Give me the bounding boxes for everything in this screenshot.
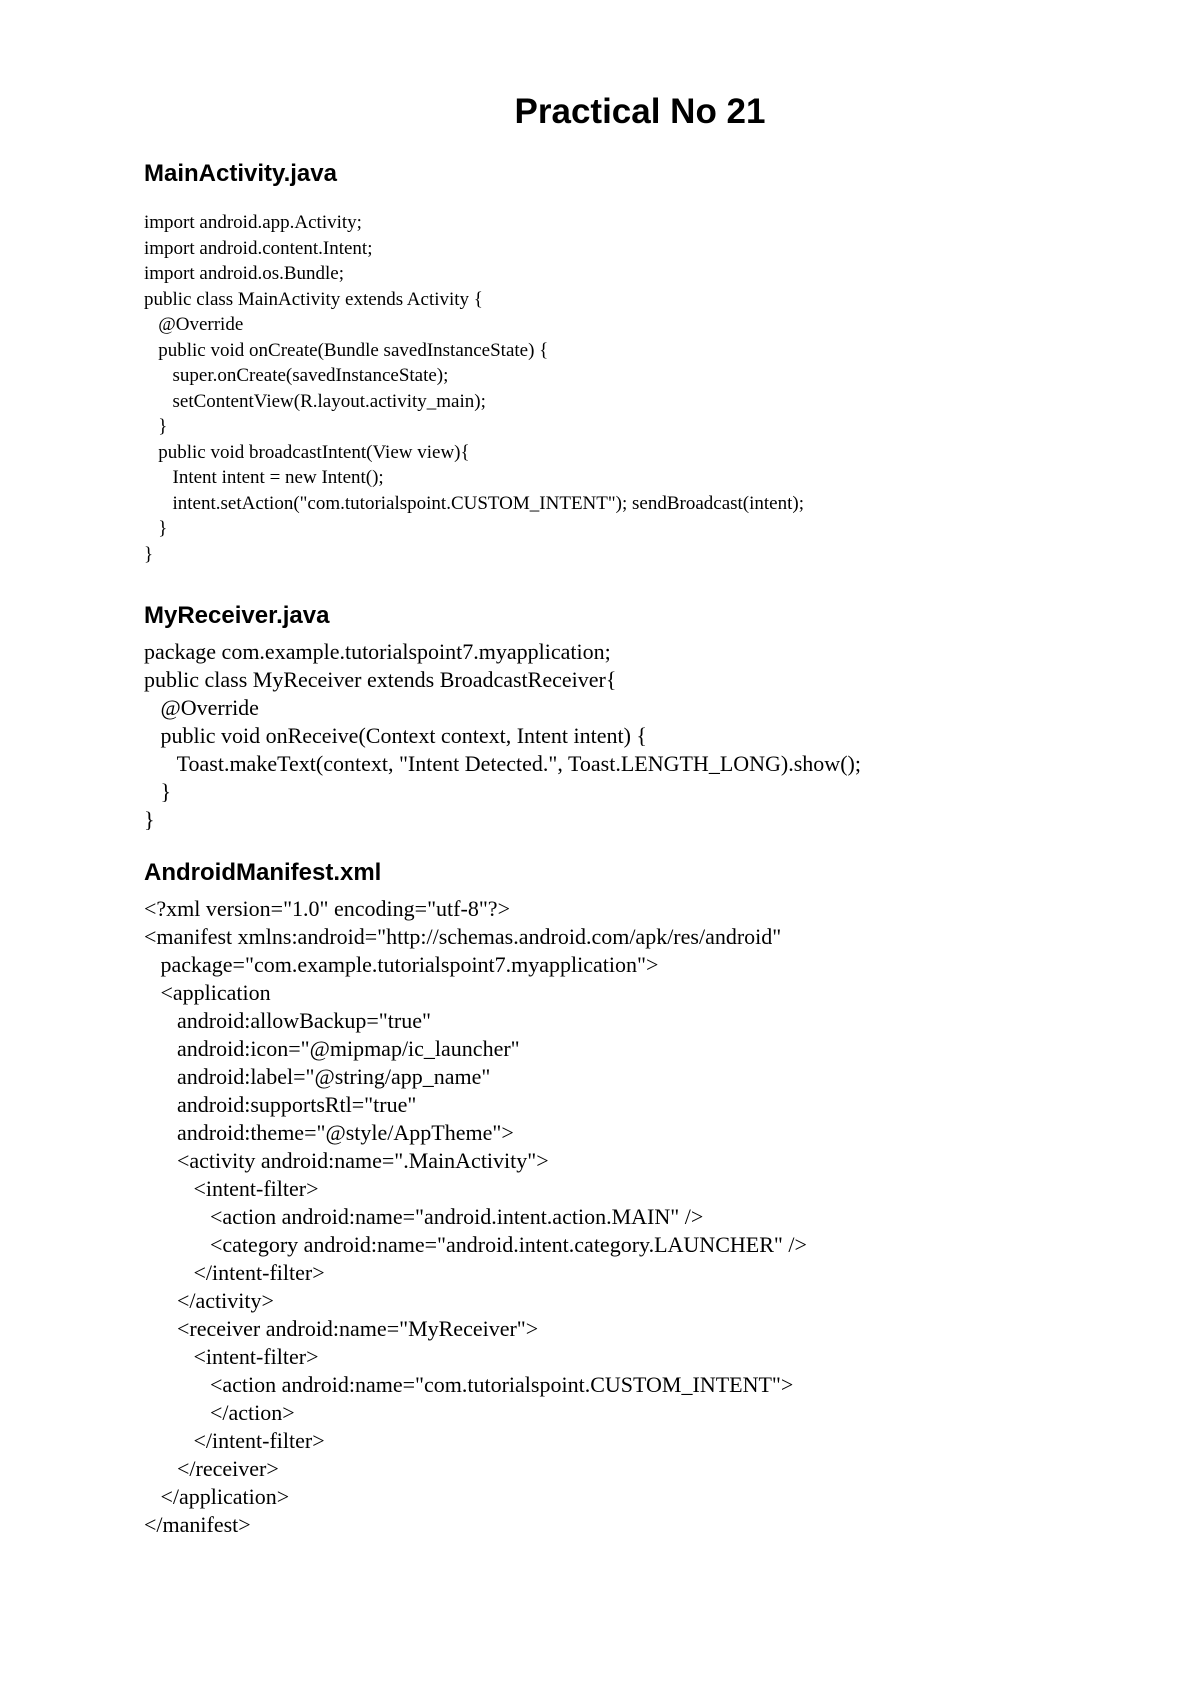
code-block-main-activity bbox=[144, 210, 804, 567]
code-line: <action android:name="android.intent.action.MAIN" /> bbox=[144, 1204, 704, 1229]
code-line: </application> bbox=[144, 1484, 290, 1509]
page-title: Practical No 21 bbox=[514, 92, 766, 131]
code-line: setContentView(R.layout.activity_main); bbox=[144, 390, 486, 412]
code-line: @Override bbox=[144, 695, 259, 720]
code-line: intent.setAction("com.tutorialspoint.CUSTOM_INTENT"); sendBroadcast(intent); bbox=[144, 492, 804, 514]
code-line: </action> bbox=[144, 1400, 295, 1425]
code-line: package="com.example.tutorialspoint7.myapplication"> bbox=[144, 952, 659, 977]
section-heading-android-manifest: AndroidManifest.xml bbox=[144, 859, 382, 886]
code-line: <category android:name="android.intent.category.LAUNCHER" /> bbox=[144, 1232, 807, 1257]
code-line: } bbox=[144, 416, 168, 437]
code-line: public class MainActivity extends Activity { bbox=[144, 288, 483, 310]
code-line: <application bbox=[144, 980, 271, 1005]
code-line: } bbox=[144, 543, 154, 565]
code-line: </intent-filter> bbox=[144, 1428, 325, 1453]
code-line: </manifest> bbox=[144, 1512, 251, 1537]
code-line: android:label="@string/app_name" bbox=[144, 1064, 491, 1089]
code-line: } bbox=[144, 518, 168, 539]
code-line: <intent-filter> bbox=[144, 1176, 319, 1201]
section-heading-main-activity: MainActivity.java bbox=[144, 160, 337, 187]
code-line: public void broadcastIntent(View view){ bbox=[144, 441, 470, 463]
code-line: </receiver> bbox=[144, 1456, 279, 1481]
section-heading-my-receiver: MyReceiver.java bbox=[144, 602, 330, 629]
code-line: } bbox=[144, 779, 172, 804]
code-line: <manifest xmlns:android="http://schemas.android.com/apk/res/android" bbox=[144, 924, 782, 949]
code-block-android-manifest bbox=[144, 895, 807, 1539]
code-line: import android.content.Intent; bbox=[144, 237, 373, 259]
code-line: public void onReceive(Context context, Intent intent) { bbox=[144, 723, 647, 748]
code-line: Intent intent = new Intent(); bbox=[144, 467, 384, 488]
code-line: <intent-filter> bbox=[144, 1344, 319, 1369]
code-line: package com.example.tutorialspoint7.myapplication; bbox=[144, 639, 611, 664]
code-line: super.onCreate(savedInstanceState); bbox=[144, 365, 449, 386]
code-line: Toast.makeText(context, "Intent Detected.", Toast.LENGTH_LONG).show(); bbox=[144, 751, 861, 776]
code-line: android:icon="@mipmap/ic_launcher" bbox=[144, 1036, 520, 1061]
code-line: <activity android:name=".MainActivity"> bbox=[144, 1148, 549, 1173]
code-line: android:supportsRtl="true" bbox=[144, 1092, 417, 1117]
code-block-my-receiver bbox=[144, 638, 861, 834]
code-line: <receiver android:name="MyReceiver"> bbox=[144, 1316, 539, 1341]
code-line: <action android:name="com.tutorialspoint.CUSTOM_INTENT"> bbox=[144, 1372, 794, 1397]
code-line: android:allowBackup="true" bbox=[144, 1008, 431, 1033]
code-line: public void onCreate(Bundle savedInstanceState) { bbox=[144, 339, 549, 361]
code-line: } bbox=[144, 807, 155, 832]
code-line: android:theme="@style/AppTheme"> bbox=[144, 1120, 514, 1145]
code-line: import android.app.Activity; bbox=[144, 212, 362, 233]
code-line: </activity> bbox=[144, 1288, 274, 1313]
code-line: import android.os.Bundle; bbox=[144, 263, 345, 284]
code-line: @Override bbox=[144, 314, 244, 335]
code-line: </intent-filter> bbox=[144, 1260, 325, 1285]
code-line: public class MyReceiver extends BroadcastReceiver{ bbox=[144, 667, 617, 692]
code-line: <?xml version="1.0" encoding="utf-8"?> bbox=[144, 896, 510, 921]
